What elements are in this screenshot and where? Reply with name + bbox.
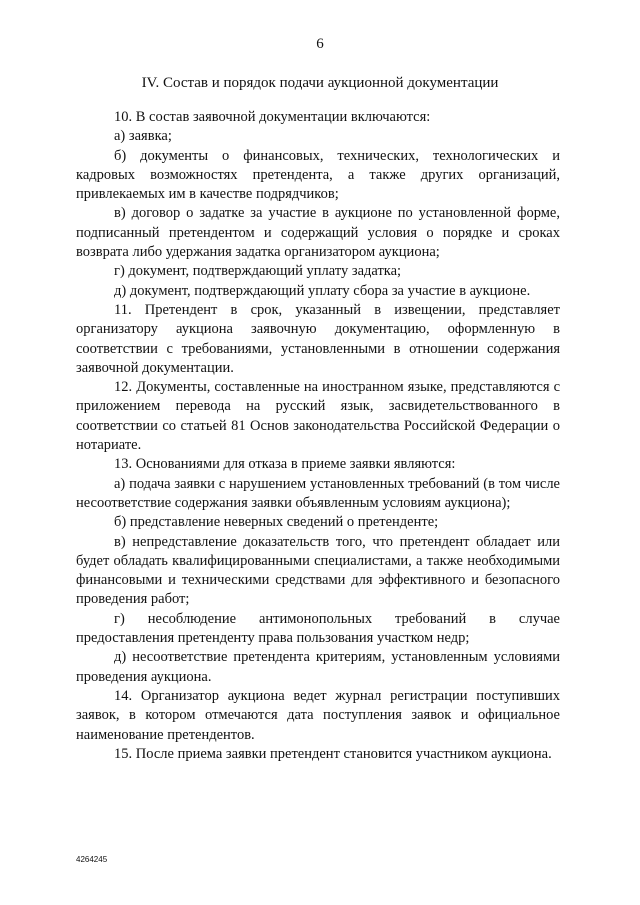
paragraph-11: 11. Претендент в срок, указанный в извещении, представляет организатору аукциона заявочную документацию, оформленную в соответствии с требованиями, установленными в отношении содержания заявочной документации.	[76, 301, 560, 376]
section-title: IV. Состав и порядок подачи аукционной документации	[141, 75, 499, 91]
paragraph-12: 12. Документы, составленные на иностранном языке, представляются с приложением перевода на русский язык, засвидетельствованного в соответствии со статьей 81 Основ законодательства Российской Федерации о нотариате.	[76, 379, 560, 454]
paragraph-10: 10. В состав заявочной документации включаются:	[114, 109, 431, 125]
paragraph-10a: а) заявка;	[114, 128, 172, 145]
paragraph-10b: б) документы о финансовых, технических, технологических и кадровых возможностях претендента, а также других организаций, привлекаемых им в качестве подрядчиков;	[76, 147, 560, 203]
paragraph-13a: а) подача заявки с нарушением установленных требований (в том числе несоответствие содержания заявки объявленным условиям аукциона);	[76, 475, 560, 511]
document-body	[76, 108, 560, 764]
paragraph-13v: в) непредставление доказательств того, что претендент обладает или будет обладать квалифицированными специалистами, а также необходимыми финансовыми и техническими средствами для эффективного и безопасного проведения работ;	[76, 533, 560, 608]
paragraph-13d: д) несоответствие претендента критериям, установленным условиями проведения аукциона.	[76, 649, 560, 685]
document-code: 4264245	[76, 855, 108, 864]
paragraph-13g: г) несоблюдение антимонопольных требований в случае предоставления претенденту права пользования участком недр;	[76, 610, 560, 647]
paragraph-10g: г) документ, подтверждающий уплату задатка;	[114, 263, 402, 280]
paragraph-10v: в) договор о задатке за участие в аукционе по установленной форме, подписанный претендентом и содержащий условия о порядке и сроках возврата либо удержания задатка организатором аукциона;	[76, 205, 560, 261]
paragraph-10d: д) документ, подтверждающий уплату сбора за участие в аукционе.	[114, 282, 531, 299]
paragraph-15: 15. После приема заявки претендент становится участником аукциона.	[114, 745, 552, 762]
page-number: 6	[316, 36, 324, 52]
paragraph-14: 14. Организатор аукциона ведет журнал регистрации поступивших заявок, в котором отмечаются дата поступления заявок и официальное наименование претендентов.	[76, 687, 560, 743]
paragraph-13b: б) представление неверных сведений о претенденте;	[114, 514, 439, 531]
paragraph-13: 13. Основаниями для отказа в приеме заявки являются:	[114, 456, 456, 473]
